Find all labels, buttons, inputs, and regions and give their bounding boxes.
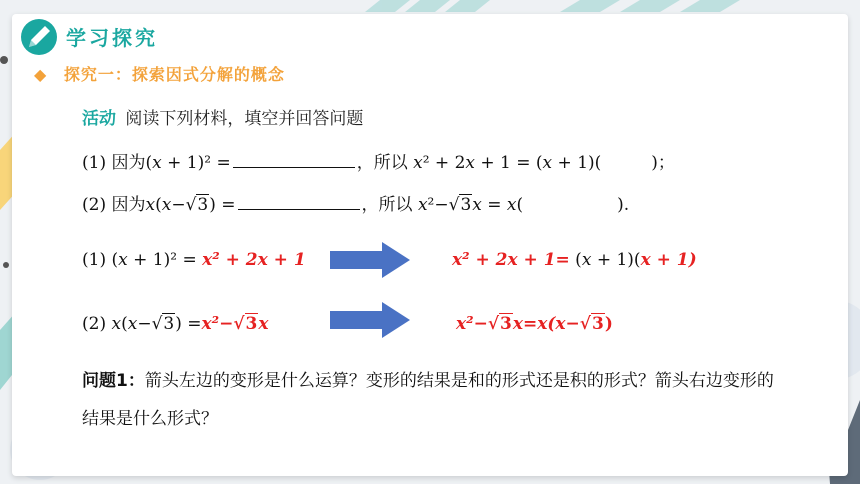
question-label: 问题1： xyxy=(82,371,145,391)
sqrt-3: √3 xyxy=(448,195,472,215)
answer-1-right: x² + 2x + 1= xyxy=(452,250,570,270)
problem-1-mid: ，所以 xyxy=(356,153,408,173)
sqrt-3: √3 xyxy=(151,314,175,334)
activity-instruction xyxy=(82,104,363,129)
answer-1-left: x² + 2x + 1 xyxy=(202,250,306,270)
problem-2-mid: ，所以 xyxy=(361,195,413,215)
problem-2-number: (2) xyxy=(82,195,107,215)
problem-1-number: (1) xyxy=(82,153,107,173)
transform-1-left: (1) (x + 1)² = x² + 2x + 1 xyxy=(82,250,306,270)
problem-1-tail: )； xyxy=(651,153,675,173)
problem-2: (2) 因为x(x−√3) = ，所以 x²−√3x = x( ). xyxy=(82,195,630,215)
answer-2-left: x²− xyxy=(201,314,234,334)
transform-2-left: (2) x(x−√3) =x²−√3x xyxy=(82,314,269,334)
sqrt-3: √3 xyxy=(487,314,512,334)
question-1 xyxy=(82,362,782,438)
right-arrow-icon xyxy=(330,302,410,338)
sqrt-3: √3 xyxy=(233,314,258,334)
question-text: 箭头左边的变形是什么运算？变形的结果是和的形式还是积的形式？箭头右边变形的结果是什么形式？ xyxy=(82,371,774,429)
activity-text: 阅读下列材料，填空并回答问题 xyxy=(125,109,364,129)
diamond-bullet-icon: ◆ xyxy=(34,65,48,84)
section-title: 探究一：探索因式分解的概念 xyxy=(63,65,285,84)
problem-1: (1) 因为(x + 1)² = ，所以 x² + 2x + 1 = (x + 1)( )； xyxy=(82,153,675,173)
problem-1-blank-1[interactable] xyxy=(233,153,355,168)
pencil-icon xyxy=(20,18,58,56)
sqrt-3: √3 xyxy=(579,314,604,334)
section-heading xyxy=(34,62,285,85)
problem-2-tail: ). xyxy=(617,195,630,215)
transform-1-number: (1) xyxy=(82,250,107,270)
answer-2-right-mid: x=x(x− xyxy=(512,314,580,334)
right-arrow-icon xyxy=(330,242,410,278)
sqrt-3: √3 xyxy=(185,195,209,215)
transform-2-right: x²−√3x=x(x−√3) xyxy=(456,314,613,334)
answer-1-right-tail: x + 1) xyxy=(640,250,697,270)
problem-2-lead: 因为 xyxy=(111,195,146,215)
transform-2-number: (2) xyxy=(82,314,107,334)
answer-2-right: x²− xyxy=(456,314,488,334)
problem-2-blank-1[interactable] xyxy=(238,195,360,210)
transform-1-right: x² + 2x + 1= (x + 1)(x + 1) xyxy=(452,250,697,270)
activity-keyword: 活动 xyxy=(82,109,116,129)
problem-1-lead: 因为 xyxy=(111,153,146,173)
page-title: 学习探究 xyxy=(66,26,158,50)
